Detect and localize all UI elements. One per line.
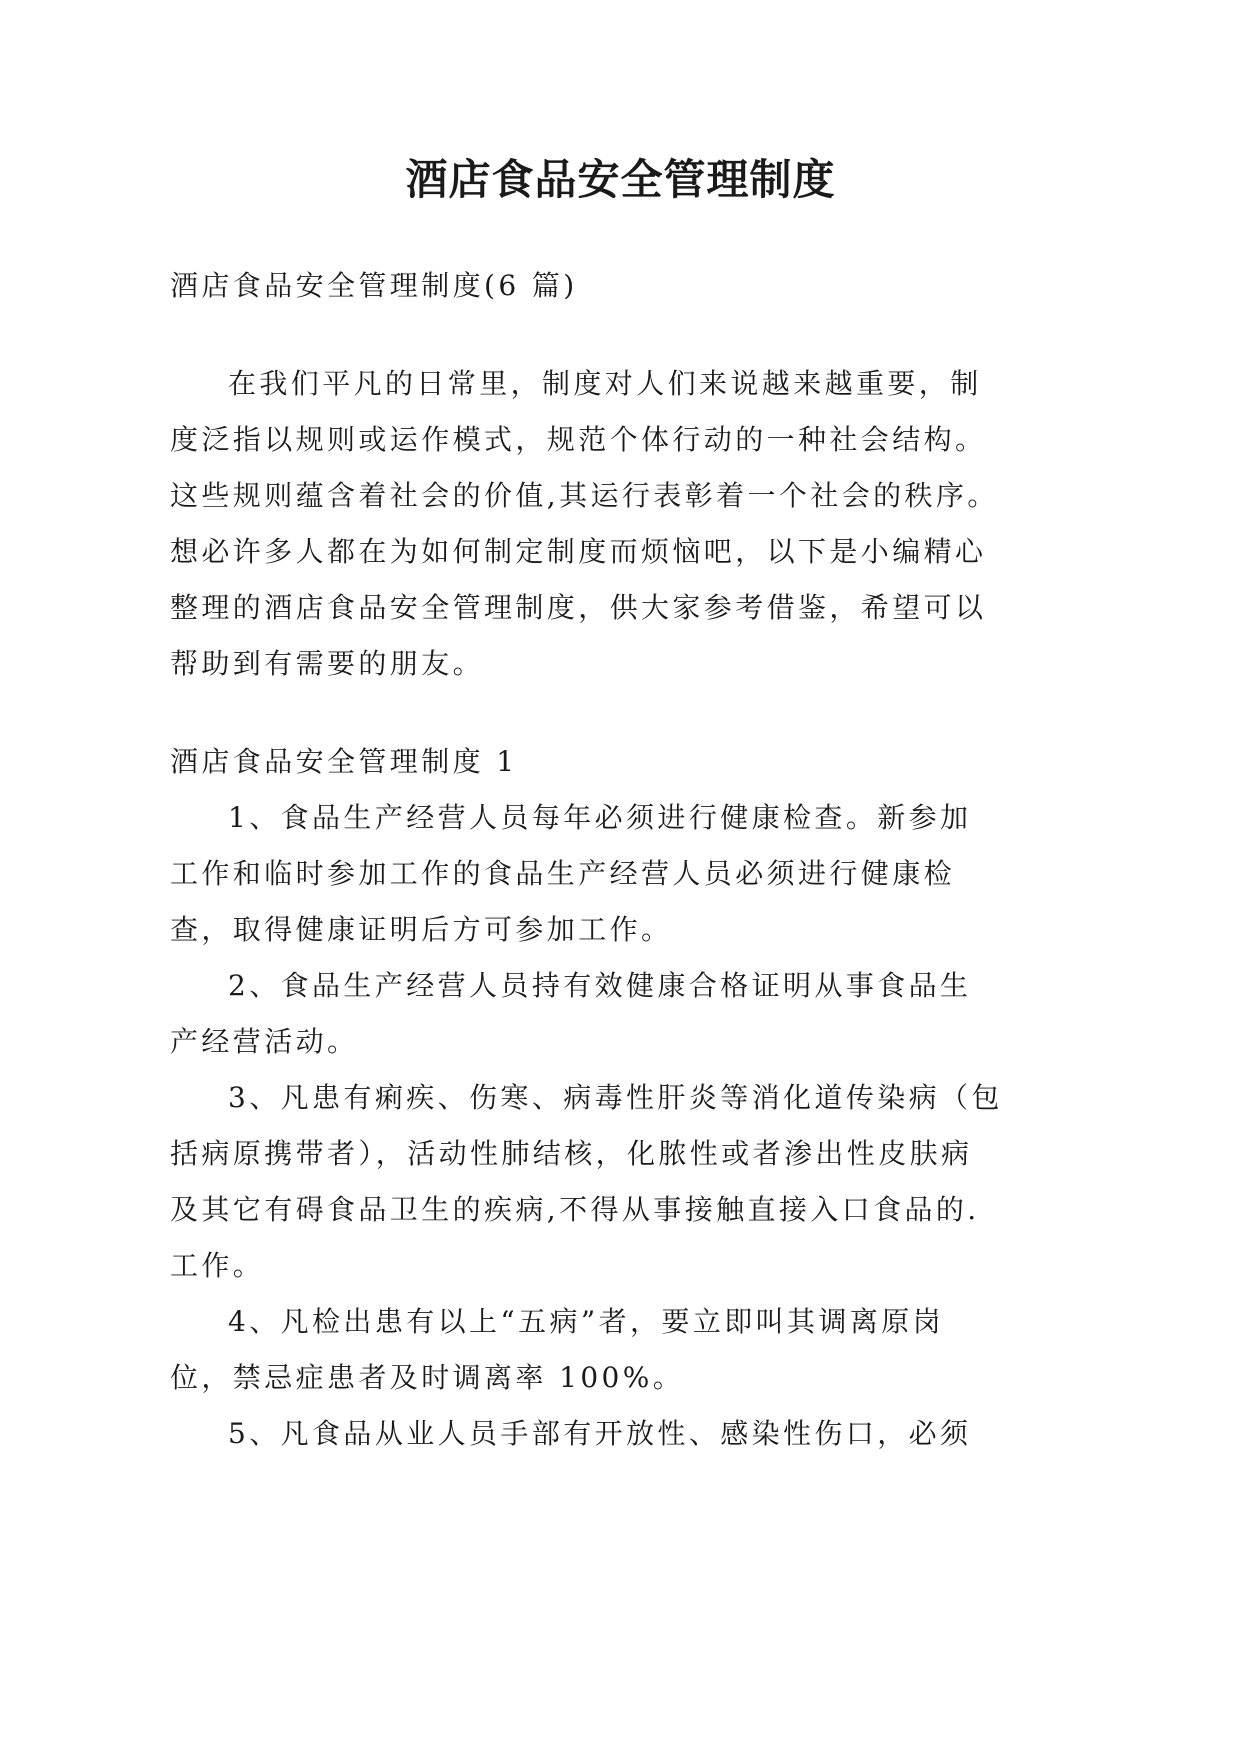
body-line: 3、凡患有痢疾、伤寒、病毒性肝炎等消化道传染病（包 xyxy=(228,1081,1003,1114)
body-line: 工作。 xyxy=(170,1249,265,1282)
body-line: 1、食品生产经营人员每年必须进行健康检查。新参加 xyxy=(228,801,972,834)
document-title: 酒店食品安全管理制度 xyxy=(405,155,836,204)
body-line: 查，取得健康证明后方可参加工作。 xyxy=(170,913,673,946)
body-line: 括病原携带者），活动性肺结核，化脓性或者渗出性皮肤病 xyxy=(170,1137,973,1170)
section-heading: 酒店食品安全管理制度 1 xyxy=(170,745,518,778)
intro-line: 帮助到有需要的朋友。 xyxy=(170,647,485,680)
body-line: 及其它有碍食品卫生的疾病,不得从事接触直接入口食品的. xyxy=(170,1193,980,1226)
subtitle-line: 酒店食品安全管理制度(6 篇) xyxy=(170,269,578,302)
intro-line: 想必许多人都在为如何制定制度而烦恼吧，以下是小编精心 xyxy=(170,535,987,568)
intro-line: 度泛指以规则或运作模式，规范个体行动的一种社会结构。 xyxy=(170,423,987,456)
body-line: 5、凡食品从业人员手部有开放性、感染性伤口，必须 xyxy=(228,1417,972,1450)
body-line: 位，禁忌症患者及时调离率 100%。 xyxy=(170,1361,685,1394)
intro-line: 这些规则蕴含着社会的价值,其运行表彰着一个社会的秩序。 xyxy=(170,479,999,512)
body-line: 4、凡检出患有以上“五病”者，要立即叫其调离原岗 xyxy=(228,1305,945,1338)
intro-line: 在我们平凡的日常里，制度对人们来说越来越重要，制 xyxy=(228,367,982,400)
intro-line: 整理的酒店食品安全管理制度，供大家参考借鉴，希望可以 xyxy=(170,591,987,624)
body-line: 工作和临时参加工作的食品生产经营人员必须进行健康检 xyxy=(170,857,956,890)
body-line: 2、食品生产经营人员持有效健康合格证明从事食品生 xyxy=(228,969,972,1002)
body-line: 产经营活动。 xyxy=(170,1025,359,1058)
